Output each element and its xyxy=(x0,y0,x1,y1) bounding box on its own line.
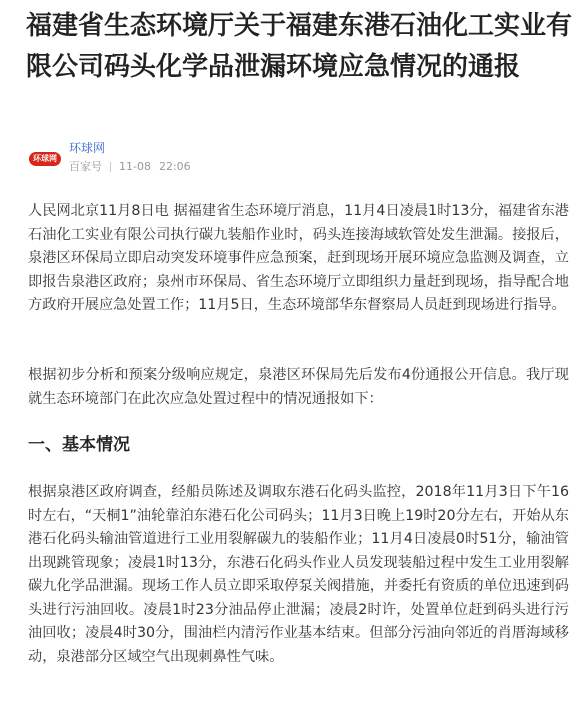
publish-info xyxy=(69,159,191,175)
publish-time: 22:06 xyxy=(158,160,191,173)
account-type: 百家号 xyxy=(69,160,102,173)
paragraph-2: 根据初步分析和预案分级响应规定，泉港区环保局先后发布4份通报公开信息。我厅现就生态环境部门在此次应急处置过程中的情况通报如下： xyxy=(28,367,569,407)
publish-date: 11-08 xyxy=(119,160,151,173)
meta-divider xyxy=(110,162,111,172)
source-logo-icon: 环球网 xyxy=(29,152,61,166)
section-heading: 一、基本情况 xyxy=(28,435,130,455)
paragraph-3: 根据泉港区政府调查，经船员陈述及调取东港石化码头监控，2018年11月3日下午16时左右，“天桐1”油轮靠泊东港石化公司码头；11月3日晚上19时20分左右，开始从东港石化码头输油管道进行工业用裂解碳九的装船作业；11月4日凌晨0时51分，输油管出现跳管现象；凌晨1时13分，东港石化码头作业人员发现装船过程中发生工业用裂解碳九化学品泄漏。现场工作人员立即采取停泵关阀措施，并委托有资质的单位迅速到码头进行污油回收。凌晨1时23分油品停止泄漏；凌晨2时许，处置单位赶到码头进行污油回收；凌晨4时30分，围油栏内清污作业基本结束。但部分污油向邻近的肖厝海域移动，泉港部分区域空气出现刺鼻性气味。 xyxy=(28,484,569,665)
article-title: 福建省生态环境厅关于福建东港石油化工实业有限公司码头化学品泄漏环境应急情况的通报 xyxy=(26,11,573,82)
source-name-link[interactable]: 环球网 xyxy=(69,141,106,155)
paragraph-1: 人民网北京11月8日电 据福建省生态环境厅消息，11月4日凌晨1时13分，福建省东港石油化工实业有限公司执行碳九装船作业时，码头连接海域软管处发生泄漏。接报后，泉港区环保局立即启动突发环境事件应急预案，赶到现场开展环境应急监测及调查，立即报告泉港区政府；泉州市环保局、省生态环境厅立即组织力量赶到现场，指导配合地方政府开展应急处置工作；11月5日，生态环境部华东督察局人员赶到现场进行指导。 xyxy=(28,203,569,313)
source-avatar[interactable] xyxy=(28,148,62,170)
author-meta xyxy=(28,140,328,180)
